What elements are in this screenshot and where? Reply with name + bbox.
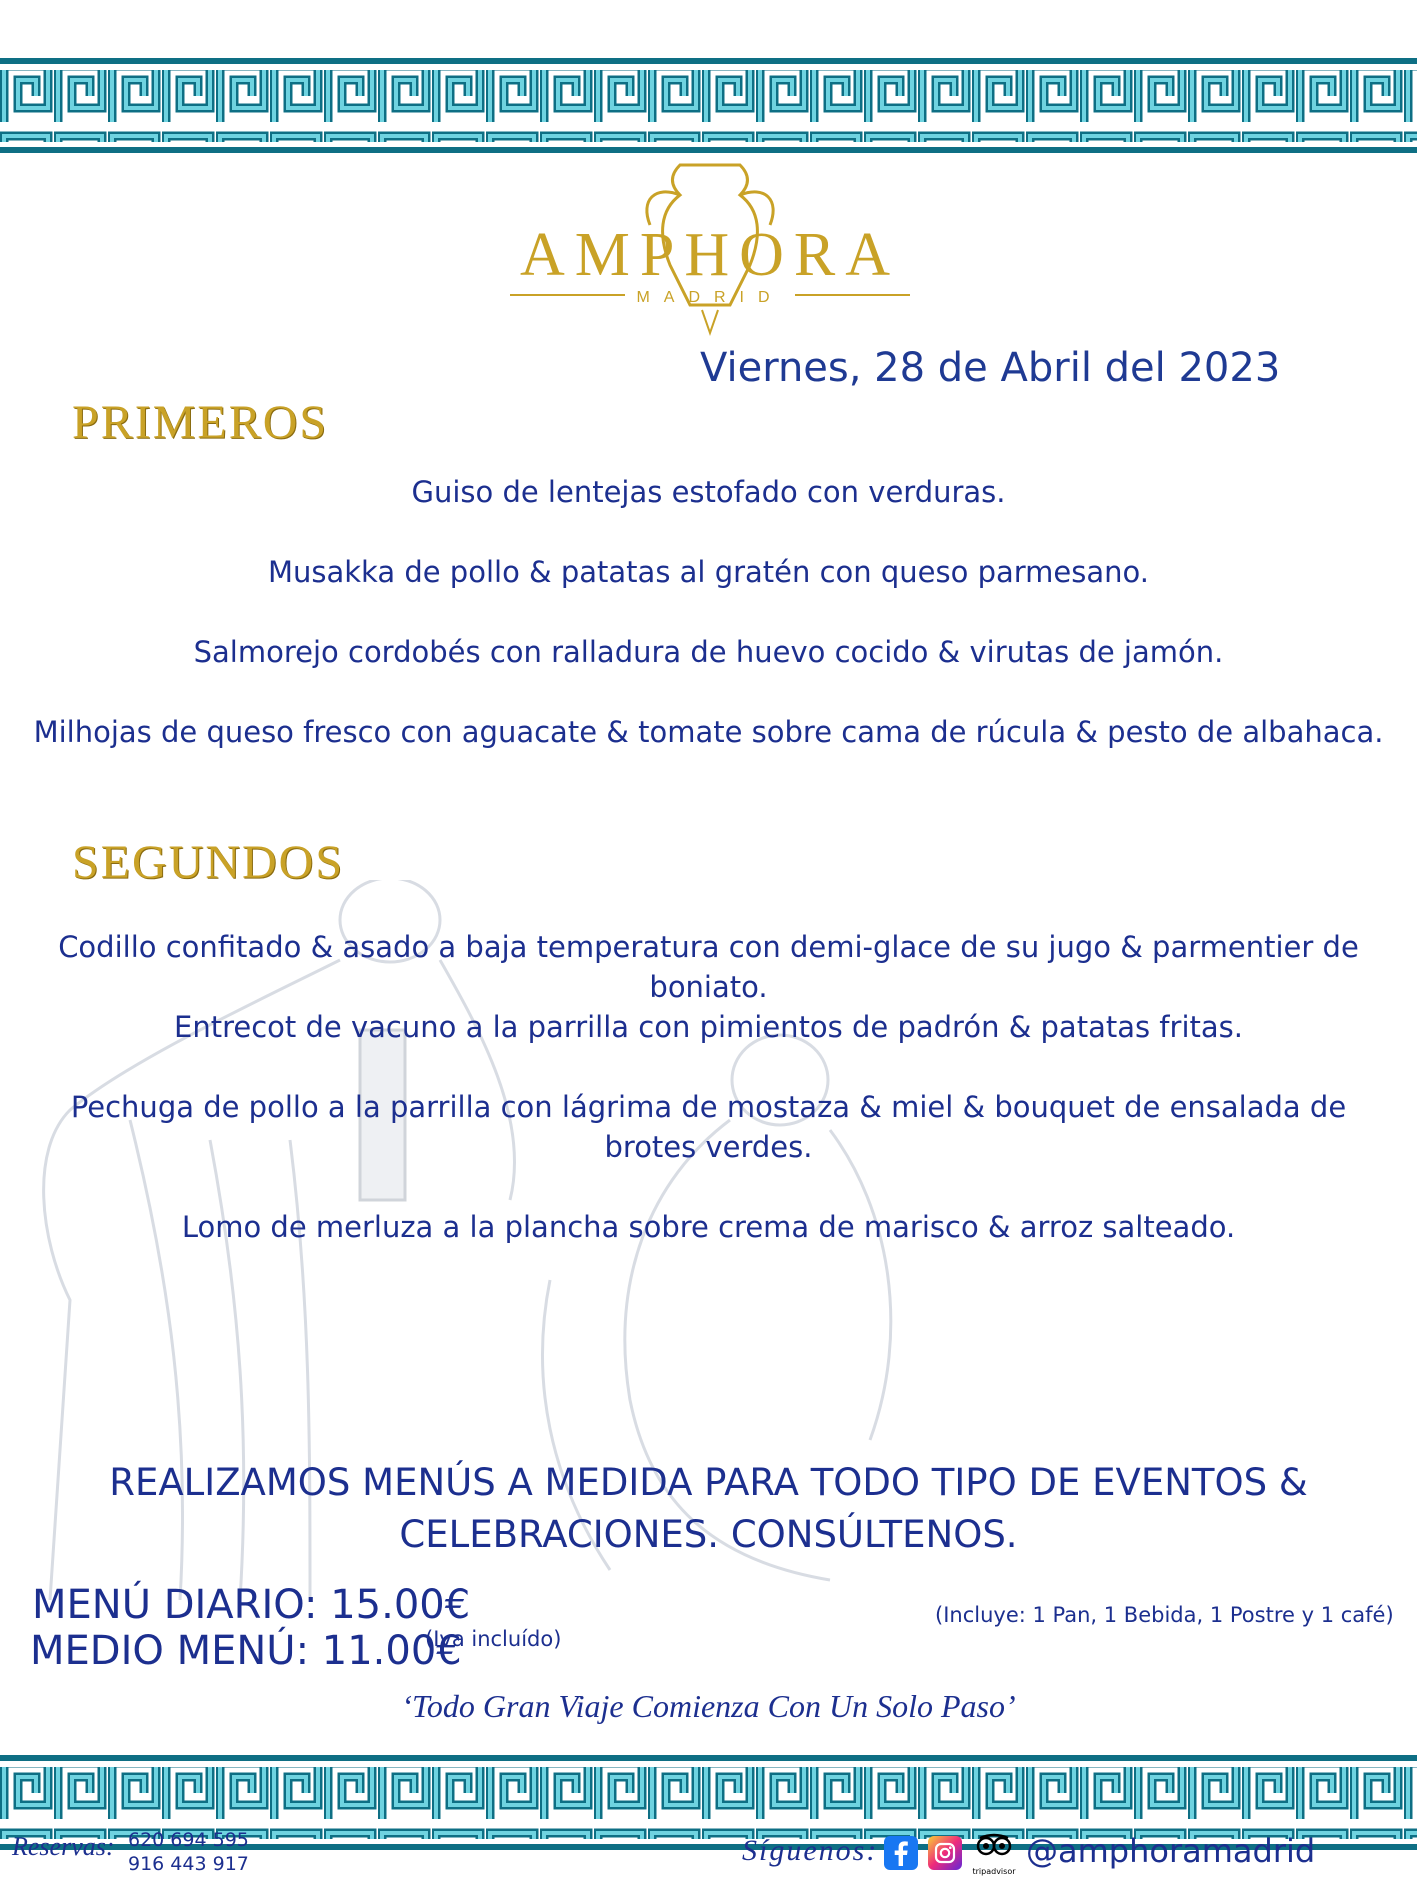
segundos-item: Lomo de merluza a la plancha sobre crema de marisco & arroz salteado. [181,1210,1236,1244]
amphora-logo [480,155,940,345]
tripadvisor-label: tripadvisor [972,1867,1016,1876]
segundos-item: Pechuga de pollo a la parrilla con lágrima de mostaza & miel & bouquet de ensalada de [70,1090,1347,1124]
segundos-item: Codillo confitado & asado a baja temperatura con demi-glace de su jugo & parmentier de boniato. [58,930,1359,1004]
instagram-icon[interactable] [928,1836,962,1870]
greek-key-border-top [0,58,1417,153]
facebook-icon[interactable] [884,1836,918,1870]
reservas-label: Reservas: [12,1832,115,1861]
menu-diario-price: MENÚ DIARIO: 15.00€ [32,1582,471,1628]
svg-text:MADRID: MADRID [636,289,784,306]
segundos-title: SEGUNDOS [72,836,345,889]
iva-note: (Iva incluído) [425,1627,562,1651]
primeros-title: PRIMEROS [72,396,329,449]
siguenos-label: Síguenos: [742,1834,879,1867]
medio-menu-price: MEDIO MENÚ: 11.00€ [30,1628,462,1674]
primeros-item: Salmorejo cordobés con ralladura de huevo cocido & virutas de jamón. [193,635,1224,669]
primeros-item: Guiso de lentejas estofado con verduras. [411,475,1006,509]
segundos-item: Entrecot de vacuno a la parrilla con pimientos de padrón & patatas fritas. [174,1010,1243,1044]
svg-text:AMPHORA: AMPHORA [519,221,901,289]
incluye-note: (Incluye: 1 Pan, 1 Bebida, 1 Postre y 1 café) [935,1603,1394,1627]
events-promo-line2: CELEBRACIONES. CONSÚLTENOS. [399,1513,1018,1556]
primeros-item: Milhojas de queso fresco con aguacate & tomate sobre cama de rúcula & pesto de albahaca. [33,715,1384,749]
tripadvisor-icon[interactable] [972,1832,1016,1876]
primeros-item: Musakka de pollo & patatas al gratén con queso parmesano. [267,555,1149,589]
segundos-item-continued: brotes verdes. [604,1130,813,1164]
social-handle[interactable]: @amphoramadrid [1026,1832,1316,1870]
menu-date: Viernes, 28 de Abril del 2023 [700,345,1281,391]
phone-number-1[interactable]: 620 694 595 [128,1829,249,1851]
events-promo-line1: REALIZAMOS MENÚS A MEDIDA PARA TODO TIPO DE EVENTOS & [109,1461,1308,1504]
motto-quote: ‘Todo Gran Viaje Comienza Con Un Solo Paso’ [401,1688,1016,1724]
phone-number-2[interactable]: 916 443 917 [128,1853,249,1875]
